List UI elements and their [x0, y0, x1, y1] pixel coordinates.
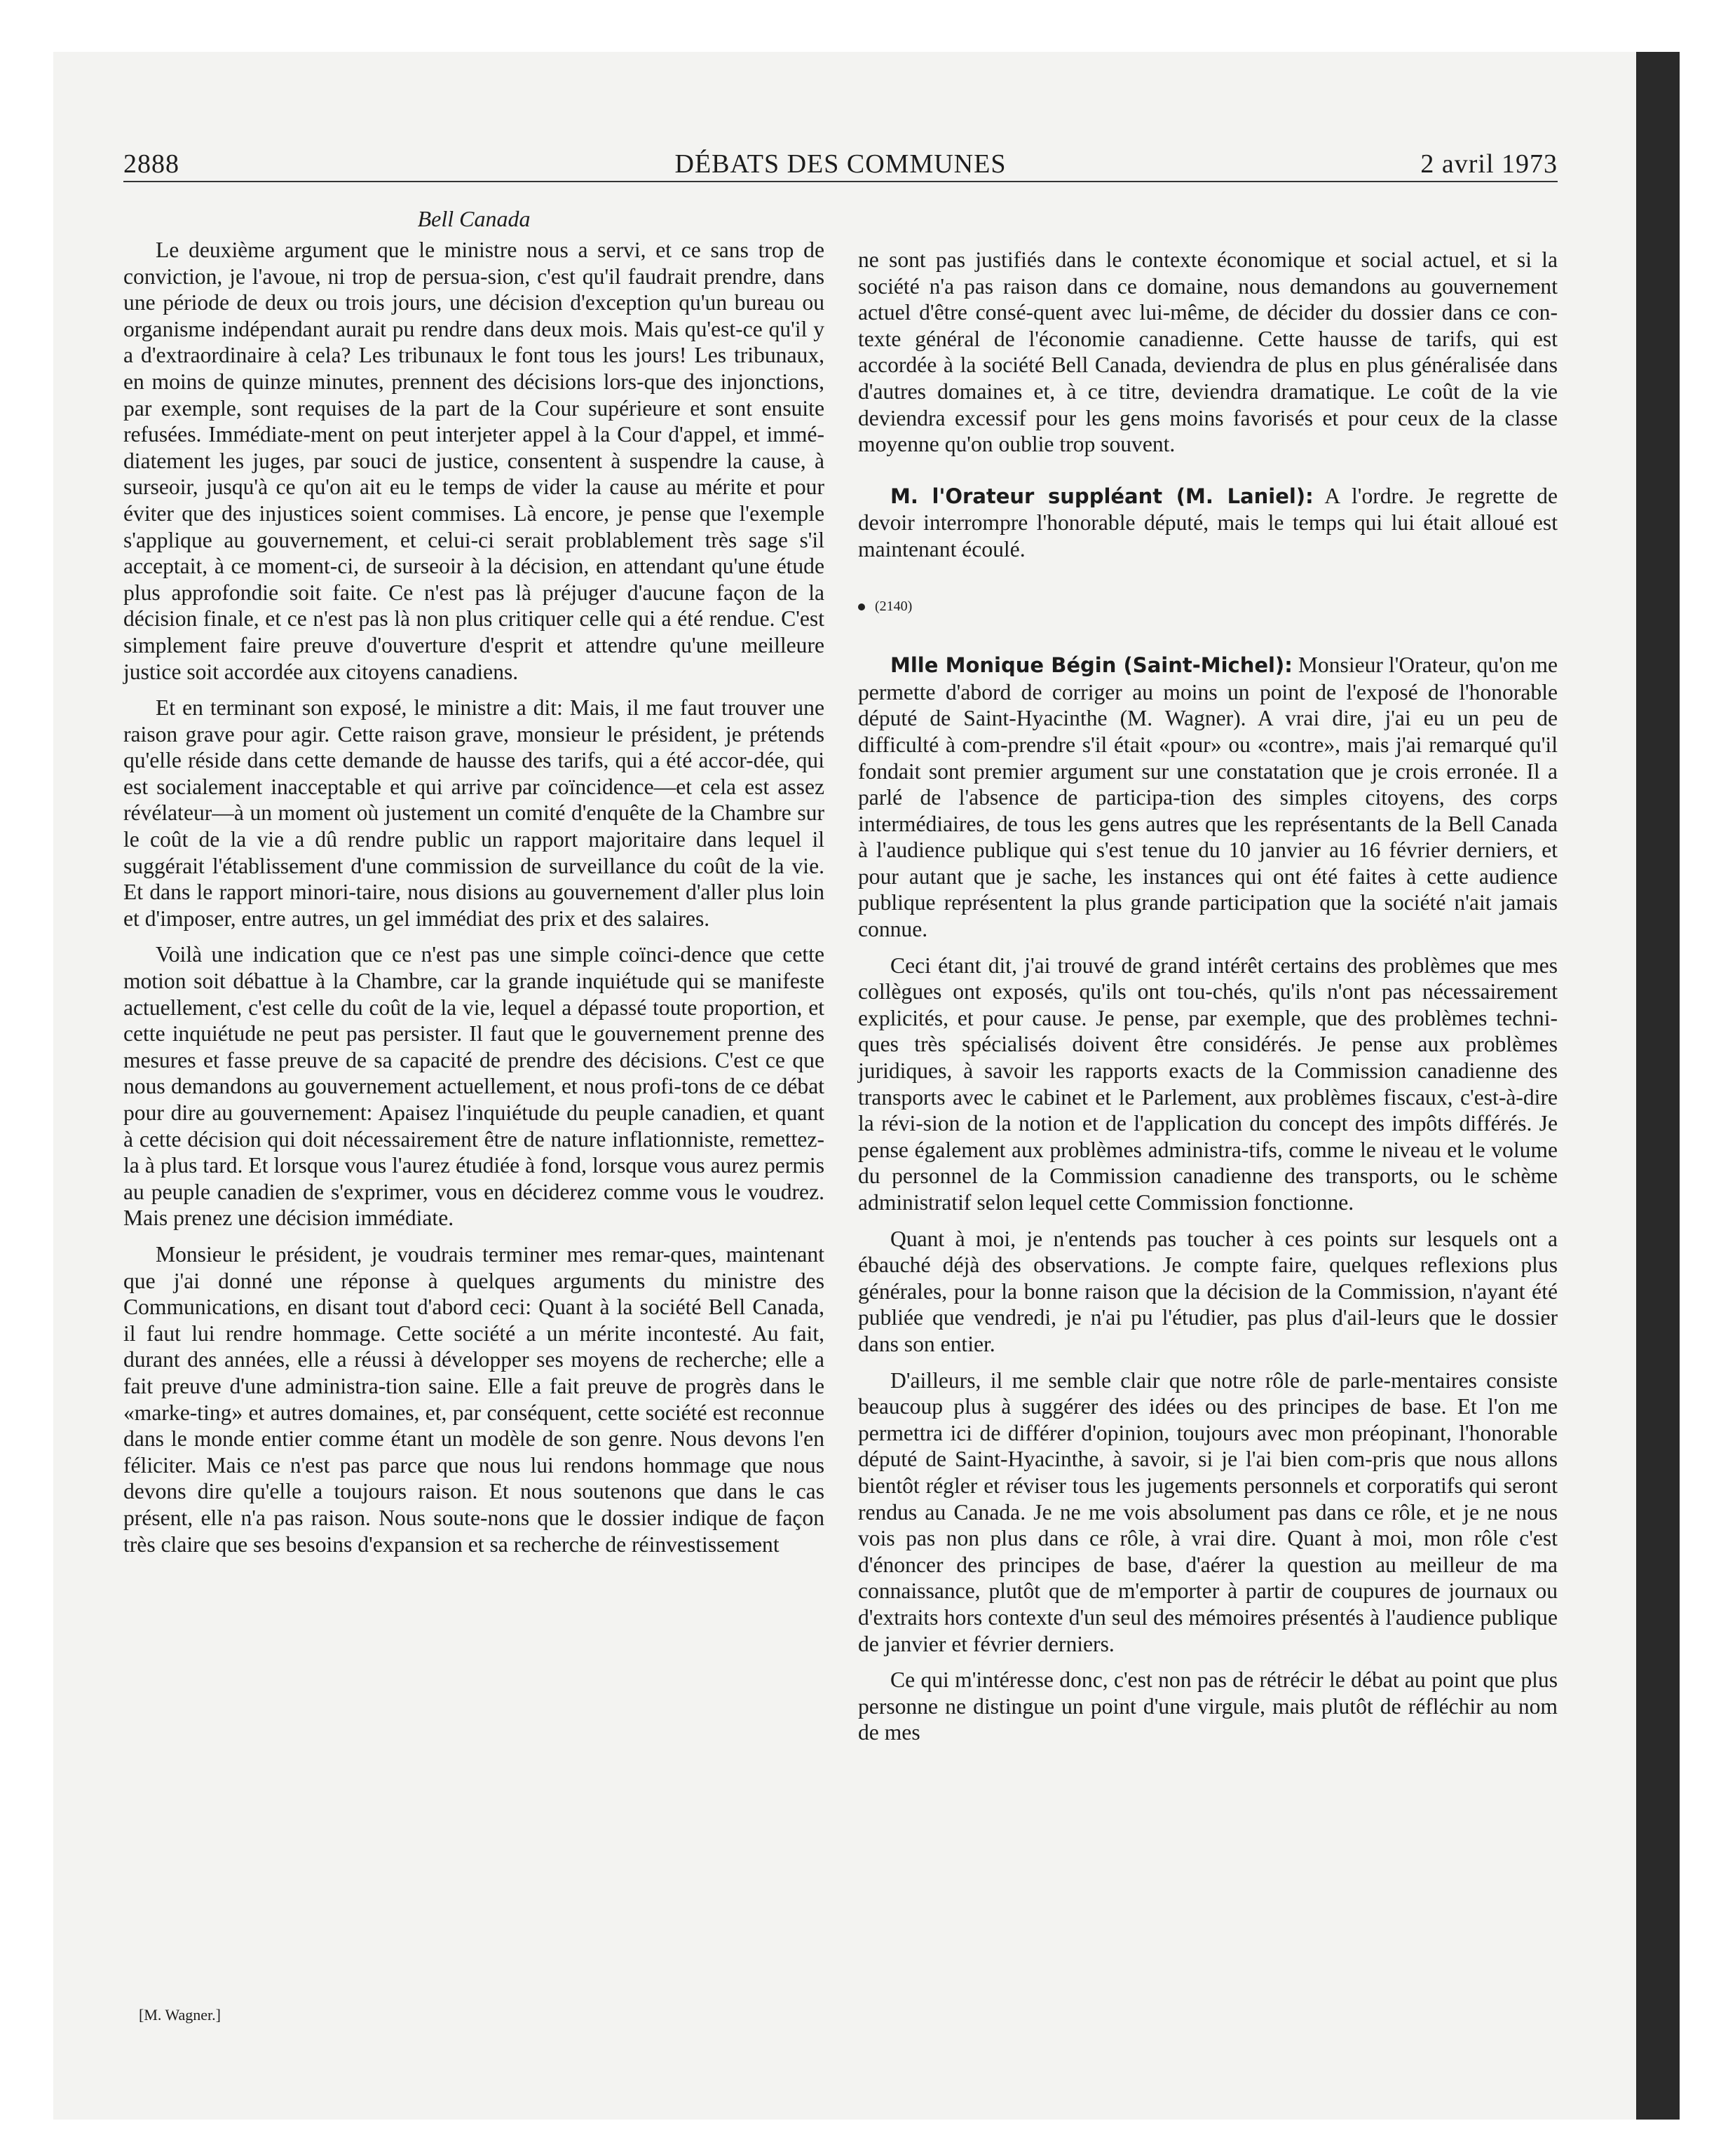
paragraph: Ceci étant dit, j'ai trouvé de grand intérêt certains des problèmes que mes collègues ont exposés, qu'ils ont tou-chés, qu'ils n'ont pas nécessairement explicités, et pour cause. Je pense, par exemple, que des problèmes techni-ques très spécialisés doivent être considérés. Je pense aux problèmes juridiques, à savoir les rapports exacts de la Commission canadienne des transports avec le cabinet et le Parlement, aux problèmes fiscaux, c'est-à-dire la révi-sion de la notion et de l'application du concept des impôts différés. Je pense également aux problèmes administra-tifs, comme le niveau et le volume du personnel de la Commission canadienne des transports, ou le schème administratif selon lequel cette Commission fonctionne. — [858, 953, 1558, 1215]
paragraph: Et en terminant son exposé, le ministre a dit: Mais, il me faut trouver une raison grave pour agir. Cette raison grave, monsieur le président, je prétends qu'elle réside dans cette demande de hausse des tarifs, qui a été accor-dée, qui est socialement inacceptable et qui arrive par coïncidence—et cela est assez révélateur—à un moment où justement un comité d'enquête de la Chambre sur le coût de la vie a dû rendre public un rapport majoritaire dans lequel il suggérait l'établissement d'une commission de surveillance du coût de la vie. Et dans le rapport minori-taire, nous disions au gouvernement d'aller plus loin et d'imposer, entre autres, un gel immédiat des prix et des salaires. — [123, 695, 824, 931]
paragraph: D'ailleurs, il me semble clair que notre rôle de parle-mentaires consiste beaucoup plus à suggérer des idées ou des principes de base. Et l'on me permettra ici de différer d'opinion, toujours avec mon préopinant, l'honorable député de Saint-Hyacinthe, à savoir, si je l'ai bien com-pris que nous allons bientôt régler et réviser tous les jugements personnels et corporatifs qui seront rendus au Canada. Je ne me vois absolument pas dans ce rôle, et je ne nous vois pas non plus dans ce rôle, à vrai dire. Quant à moi, mon rôle c'est d'énoncer des principes de base, d'aérer la question au meilleur de ma connaissance, plutôt que de m'emporter à partir de coupures de journaux ou d'extraits hors contexte d'un seul des mémoires présentés à l'audience publique de janvier et février derniers. — [858, 1367, 1558, 1656]
paragraph-continuation: ne sont pas justifiés dans le contexte économique et social actuel, et si la société n'a pas raison dans ce domaine, nous demandons au gouvernement actuel d'être consé-quent avec lui-même, de décider du dossier dans ce con-texte général de l'économie canadienne. Cette hausse de tarifs, qui est accordée à la société Bell Canada, deviendra de plus en plus généralisée dans d'autres domaines et, à ce titre, deviendra dramatique. Le coût de la vie deviendra excessif pour les gens moins favorisés et pour ceux de la classe moyenne qu'on oublie trop souvent. — [858, 247, 1558, 457]
scan-edge-shadow — [1636, 52, 1680, 2120]
bullet-icon — [858, 603, 865, 610]
right-column — [858, 247, 1558, 1756]
paragraph: Monsieur le président, je voudrais terminer mes remar-ques, maintenant que j'ai donné une réponse à quelques arguments du ministre des Communications, en disant tout d'abord ceci: Quant à la société Bell Canada, il faut lui rendre hommage. Cette société a un mérite incontesté. Au fait, durant des années, elle a réussi à développer ses moyens de recherche; elle a fait preuve d'une administra-tion saine. Elle a fait preuve de progrès dans le «marke-ting» et autres domaines, et, par conséquent, cette société est reconnue dans le monde entier comme étant un modèle de son genre. Nous devons l'en féliciter. Mais ce n'est pas parce que nous lui rendons hommage que nous devons dire qu'elle a toujours raison. Et nous soutenons que dans le cas présent, elle n'a pas raison. Nous soute-nons que le dossier indique de façon très claire que ses besoins d'expansion et sa recherche de réinvestissement — [123, 1241, 824, 1557]
speaker-name: Mlle Monique Bégin (Saint-Michel): — [890, 653, 1293, 678]
speaker-intervention — [858, 652, 1558, 943]
time-marker — [858, 594, 1558, 620]
publication-title: DÉBATS DES COMMUNES — [674, 149, 1007, 179]
speaker-intervention — [858, 483, 1558, 563]
speaker-name: M. l'Orateur suppléant (M. Laniel): — [890, 484, 1314, 508]
left-column — [123, 205, 824, 1567]
page-header — [123, 149, 1558, 182]
footer-note: [M. Wagner.] — [139, 2006, 221, 2024]
paragraph: Le deuxième argument que le ministre nous a servi, et ce sans trop de conviction, je l'avoue, ni trop de persua-sion, c'est qu'il faudrait prendre, dans une période de deux ou trois jours, une décision d'exception qu'un bureau ou organisme indépendant aurait pu rendre dans deux mois. Mais qu'est-ce qu'il y a d'extraordinaire à cela? Les tribunaux le font tous les jours! Les tribunaux, en moins de quinze minutes, prennent des décisions lors-que des injonctions, par exemple, sont requises de la part de la Cour supérieure et sont ensuite refusées. Immédiate-ment on peut interjeter appel à la Cour d'appel, et immé-diatement les juges, par souci de justice, consentent à suspendre la cause, à surseoir, jusqu'à ce qu'on ait eu le temps de vider la cause au mérite et pour éviter que des injustices soient commises. Là encore, je pense que l'exemple s'applique au gouvernement, et celui-ci serait problablement très sage s'il acceptait, à ce moment-ci, de surseoir à la décision, en attendant qu'une étude plus approfondie soit faite. Ce n'est pas là préjuger d'aucune façon de la décision finale, et ce n'est pas là non plus critiquer celle qui a été rendue. C'est simplement faire preuve d'ouverture d'esprit et attendre qu'une meilleure justice soit accordée aux citoyens canadiens. — [123, 238, 824, 684]
speaker-text: Monsieur l'Orateur, qu'on me permette d'abord de corriger au moins un point de l'exposé de l'honorable député de Saint-Hyacinthe (M. Wagner). A vrai dire, j'ai eu un peu de difficulté à com-prendre s'il était «pour» ou «contre», mais j'ai remarqué qu'il fondait sont premier argument sur une constatation que je crois erronée. Il a parlé de l'absence de participa-tion des simples citoyens, des corps intermédiaires, de tous les gens autres que les représentants de la Bell Canada à l'audience publique qui s'est tenue du 10 janvier au 16 février derniers, et pour autant que je sache, les instances qui ont été faites à cette audience publique représentent la plus grande participation que la société n'ait jamais connue. — [858, 653, 1558, 942]
paragraph: Quant à moi, je n'entends pas toucher à ces points sur lesquels ont a ébauché déjà des observations. Je compte faire, quelques reflexions plus générales, pour la bonne raison que la décision de la Commission, n'ayant été publiée que vendredi, je n'ai pu l'étudier, pas plus d'ail-leurs que le dossier dans son entier. — [858, 1226, 1558, 1356]
page-number: 2888 — [123, 149, 179, 179]
speaker-text: A l'ordre. Je regrette de devoir interrompre l'honorable député, mais le temps qui lui était alloué est maintenant écoulé. — [858, 483, 1558, 561]
section-title: Bell Canada — [417, 206, 531, 231]
paragraph: Voilà une indication que ce n'est pas une simple coïnci-dence que cette motion soit débattue à la Chambre, car la grande inquiétude qui se manifeste actuellement, c'est celle du coût de la vie, lequel a dépassé toute proportion, et cette inquiétude ne peut pas persister. Il faut que le gouvernement prenne des mesures et fasse preuve de sa capacité de prendre des décisions. C'est ce que nous demandons au gouvernement actuellement, et nous profi-tons de ce débat pour dire au gouvernement: Apaisez l'inquiétude du peuple canadien, et quant à cette décision qui doit nécessairement être de nature inflationniste, remettez-la à plus tard. Et lorsque vous l'aurez étudiée à fond, lorsque vous aurez permis au peuple canadien de s'exprimer, vous en déciderez comme vous le voudrez. Mais prenez une décision immédiate. — [123, 942, 824, 1231]
page-date: 2 avril 1973 — [1420, 149, 1558, 179]
paragraph: Ce qui m'intéresse donc, c'est non pas de rétrécir le débat au point que plus personne ne distingue un point d'une virgule, mais plutôt de réfléchir au nom de mes — [858, 1667, 1558, 1745]
time-marker-text: (2140) — [875, 598, 913, 614]
